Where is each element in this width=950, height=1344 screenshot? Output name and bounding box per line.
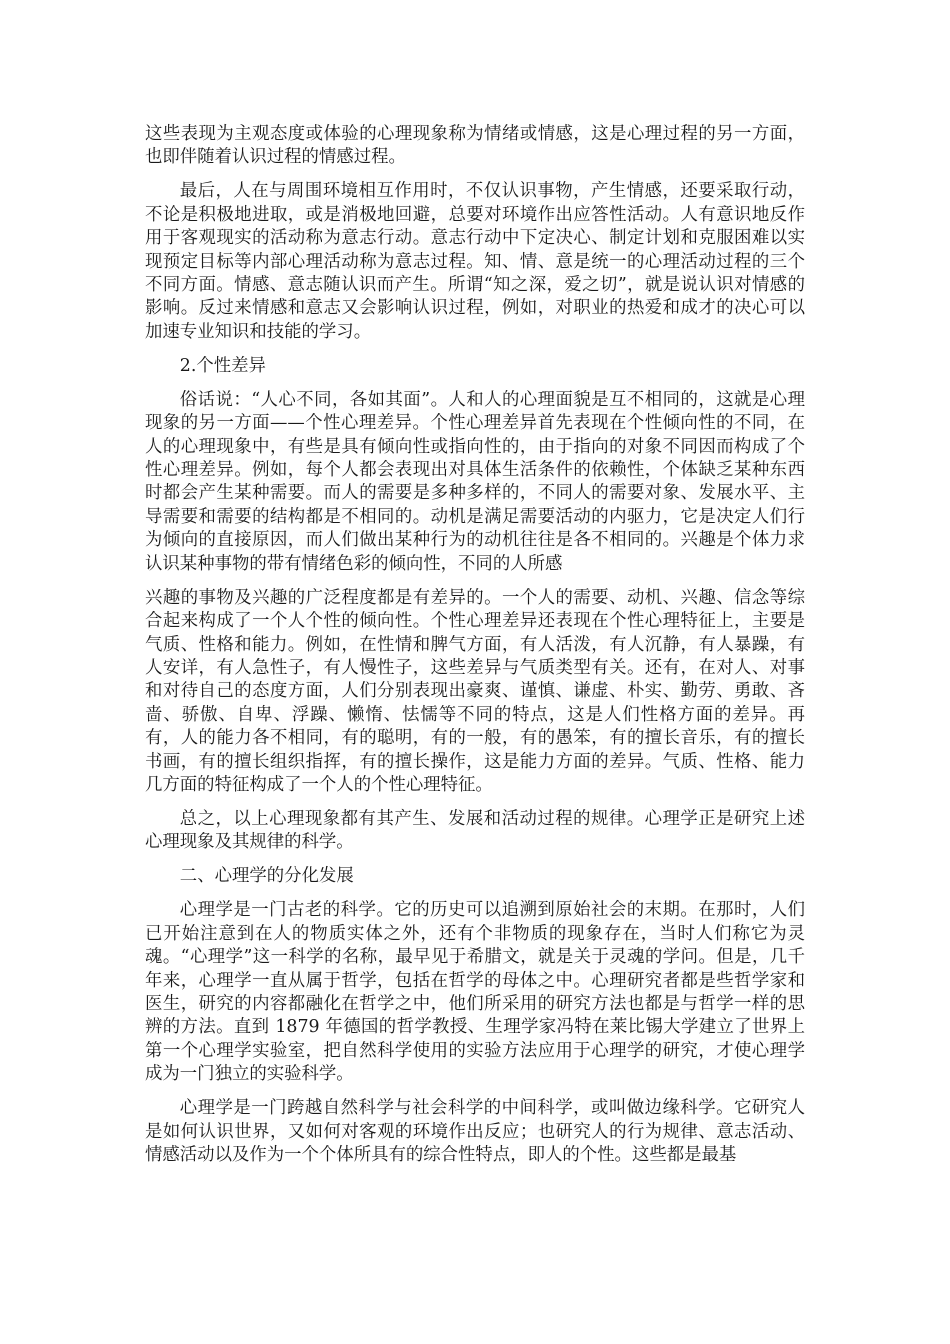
paragraph-psychology-interdisciplinary: 心理学是一门跨越自然科学与社会科学的中间科学，或叫做边缘科学。它研究人是如何认识世界，又如何对客观的环境作出反应；也研究人的行为规律、意志活动、情感活动以及作为一个个体所具有的综合性特点，即人的个性。这些都是最基 xyxy=(145,1098,805,1165)
document-page xyxy=(145,123,805,1178)
paragraph-psychology-history: 心理学是一门古老的科学。它的历史可以追溯到原始社会的末期。在那时，人们已开始注意到在人的物质实体之外，还有个非物质的现象存在，当时人们称它为灵魂。“心理学”这一科学的名称，最早见于希腊文，就是关于灵魂的学问。但是，几千年来，心理学一直从属于哲学，包括在哲学的母体之中。心理研究者都是些哲学家和医生，研究的内容都融化在哲学之中，他们所采用的研究方法也都是与哲学一样的思辨的方法。直到 1879 年德国的哲学教授、生理学家冯特在莱比锡大学建立了世界上第一个心理学实验室，把自然科学使用的实验方法应用于心理学的研究，才使心理学成为一门独立的实验科学。 xyxy=(145,900,805,1085)
section-heading-individual-differences: 2.个性差异 xyxy=(179,355,266,376)
section-heading-psychology-development: 二、心理学的分化发展 xyxy=(179,866,354,887)
paragraph-personality-traits: 兴趣的事物及兴趣的广泛程度都是有差异的。一个人的需要、动机、兴趣、信念等综合起来构成了一个人个性的倾向性。个性心理差异还表现在个性心理特征上，主要是气质、性格和能力。例如，在性情和脾气方面，有人活泼，有人沉静，有人暴躁，有人安详，有人急性子，有人慢性子，这些差异与气质类型有关。还有，在对人、对事和对待自己的态度方面，人们分别表现出豪爽、谨慎、谦虚、朴实、勤劳、勇敢、吝啬、骄傲、自卑、浮躁、懒惰、怯懦等不同的特点，这是人们性格方面的差异。再有，人的能力各不相同，有的聪明，有的一般，有的愚笨，有的擅长音乐，有的擅长书画，有的擅长组织指挥，有的擅长操作，这是能力方面的差异。气质、性格、能力几方面的特征构成了一个人的个性心理特征。 xyxy=(145,587,805,795)
paragraph-emotion-process: 这些表现为主观态度或体验的心理现象称为情绪或情感，这是心理过程的另一方面，也即伴随着认识过程的情感过程。 xyxy=(145,124,805,168)
paragraph-will-process: 最后，人在与周围环境相互作用时，不仅认识事物，产生情感，还要采取行动，不论是积极地进取，或是消极地回避，总要对环境作出应答性活动。人有意识地反作用于客观现实的活动称为意志行动。意志行动中下定决心、制定计划和克服困难以实现预定目标等内部心理活动称为意志过程。知、情、意是统一的心理活动过程的三个不同方面。情感、意志随认识而产生。所谓“知之深，爱之切”，就是说认识对情感的影响。反过来情感和意志又会影响认识过程，例如，对职业的热爱和成才的决心可以加速专业知识和技能的学习。 xyxy=(145,181,805,342)
paragraph-summary: 总之，以上心理现象都有其产生、发展和活动过程的规律。心理学正是研究上述心理现象及其规律的科学。 xyxy=(145,808,805,853)
paragraph-personality-tendency: 俗话说：“人心不同，各如其面”。人和人的心理面貌是互不相同的，这就是心理现象的另一方面——个性心理差异。个性心理差异首先表现在个性倾向性的不同，在人的心理现象中，有些是具有倾向性或指向性的，由于指向的对象不同因而构成了个性心理差异。例如，每个人都会表现出对具体生活条件的依赖性，个体缺乏某种东西时都会产生某种需要。而人的需要是多种多样的，不同人的需要对象、发展水平、主导需要和需要的结构都是不相同的。动机是满足需要活动的内驱力，它是决定人们行为倾向的直接原因，而人们做出某种行为的动机往往是各不相同的。兴趣是个体力求认识某种事物的带有情绪色彩的倾向性，不同的人所感 xyxy=(145,389,805,574)
